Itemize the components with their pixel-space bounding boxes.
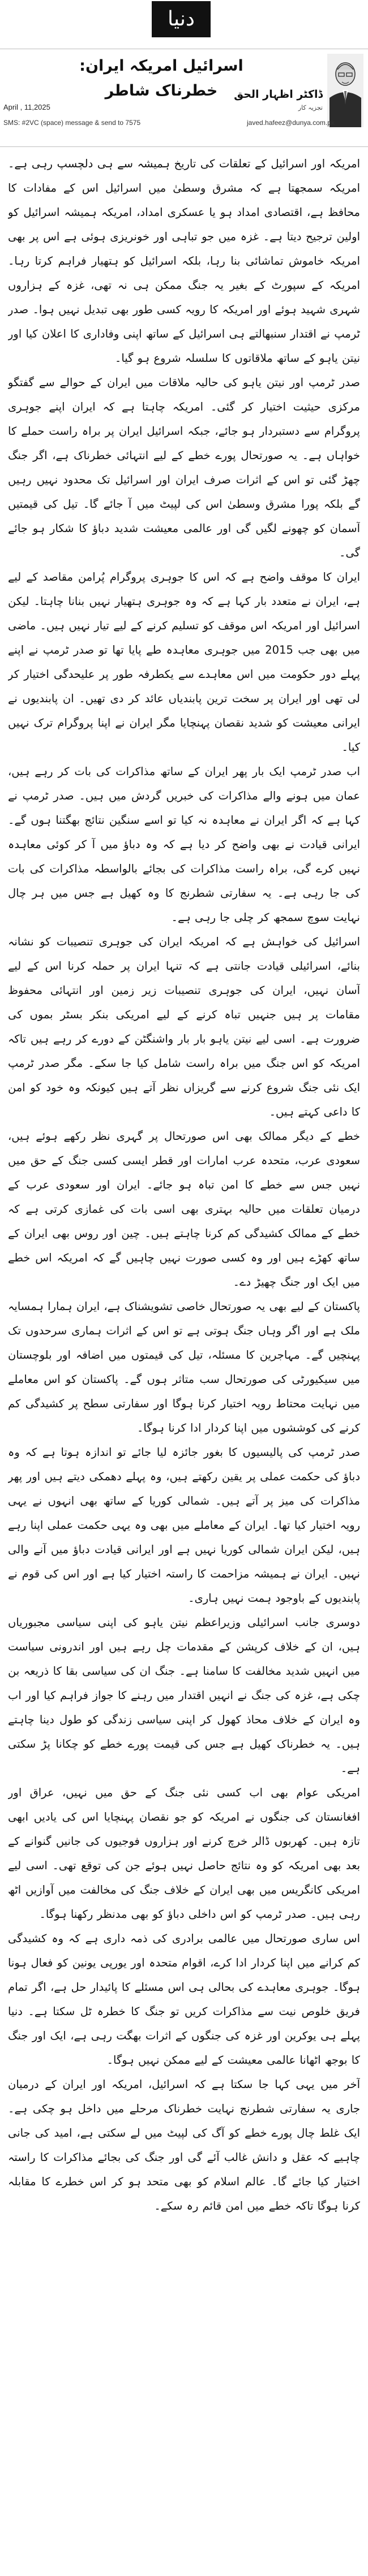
column-header — [0, 49, 368, 147]
contact-sms: SMS: #2VC (space) message & send to 7575 — [3, 119, 141, 127]
article-paragraph: پاکستان کے لیے بھی یہ صورتحال خاصی تشویشناک ہے، ایران ہمارا ہمسایہ ملک ہے اور اگر وہاں جنگ ہوتی ہے تو اس کے اثرات ہماری سرحدوں تک پہنچیں گے۔ مہاجرین کا مسئلہ، تیل کی قیمتوں میں اضافہ اور بلوچستان میں سیکیورٹی کی صورتحال سب متاثر ہوں گے۔ پاکستان کو اس معاملے میں نہایت محتاط رویہ اختیار کرنا ہوگا اور سفارتی سطح پر کشیدگی کم کرنے کی کوششوں میں اپنا کردار ادا کرنا ہوگا۔ — [8, 1300, 360, 1434]
article-paragraph: خطے کے دیگر ممالک بھی اس صورتحال پر گہری نظر رکھے ہوئے ہیں، سعودی عرب، متحدہ عرب امارات اور قطر ایسی کسی جنگ کے حق میں نہیں جس سے خطے کا امن تباہ ہو جائے۔ ایران اور سعودی عرب کے درمیان تعلقات میں حالیہ بہتری بھی اسی بات کی غمازی کرتی ہے کہ خطے کے ممالک کشیدگی کم کرنا چاہتے ہیں۔ چین اور روس بھی ایران کے ساتھ کھڑے ہیں اور وہ کسی صورت نہیں چاہیں گے کہ امریکہ اس خطے میں ایک اور جنگ چھیڑ دے۔ — [8, 1130, 360, 1289]
article-paragraph: اب صدر ٹرمپ ایک بار پھر ایران کے ساتھ مذاکرات کی بات کر رہے ہیں، عمان میں ہونے والے مذاکرات کی خبریں گردش میں ہیں۔ صدر ٹرمپ نے کہا ہے کہ اگر ایران نے معاہدہ نہ کیا تو اسے سنگین نتائج بھگتنا ہوں گے۔ ایرانی قیادت نے بھی واضح کر دیا ہے کہ وہ دباؤ میں آ کر کوئی معاہدہ نہیں کرے گی، براہ راست مذاکرات کی بجائے بالواسطہ مذاکرات کی بات کی جا رہی ہے۔ یہ سفارتی شطرنج کا وہ کھیل ہے جس میں ہر چال نہایت سوچ سمجھ کر چلی جا رہی ہے۔ — [8, 765, 360, 924]
author-portrait-icon — [327, 54, 363, 127]
author-name: ڈاکٹر اظہار الحق — [234, 88, 323, 101]
article-paragraph: دوسری جانب اسرائیلی وزیراعظم نیتن یاہو کی اپنی سیاسی مجبوریاں ہیں، ان کے خلاف کرپشن کے مقدمات چل رہے ہیں اور اندرونی سیاست میں انہیں شدید مخالفت کا سامنا ہے۔ جنگ ان کی سیاسی بقا کا ذریعہ بن چکی ہے، غزہ کی جنگ نے انہیں اقتدار میں رہنے کا جواز فراہم کیا اور اب وہ ایران کے خلاف محاذ کھول کر اپنی سیاسی زندگی کو طول دینا چاہتے ہیں۔ یہ خطرناک کھیل ہے جس کی قیمت پورے خطے کو چکانا پڑ سکتی ہے۔ — [8, 1616, 360, 1775]
contact-line — [3, 117, 349, 128]
publish-date: April , 11,2025 — [3, 103, 50, 111]
author-role: تجزیہ کار — [298, 104, 323, 111]
article-paragraph: آخر میں یہی کہا جا سکتا ہے کہ اسرائیل، امریکہ اور ایران کے درمیان جاری یہ سفارتی شطرنج نہایت خطرناک مرحلے میں داخل ہو چکی ہے۔ ایک غلط چال پورے خطے کو آگ کی لپیٹ میں لے سکتی ہے، امید کی جانی چاہیے کہ عقل و دانش غالب آئے گی اور جنگ کی بجائے مذاکرات کا راستہ اختیار کیا جائے گا۔ عالم اسلام کو بھی متحد ہو کر اس خطرے کا مقابلہ کرنا ہوگا تاکہ خطے میں امن قائم رہ سکے۔ — [8, 2078, 360, 2212]
article-paragraph: اسرائیل کی خواہش ہے کہ امریکہ ایران کی جوہری تنصیبات کو نشانہ بنائے، اسرائیلی قیادت جانتی ہے کہ تنہا ایران پر حملہ کرنا اس کے لیے آسان نہیں، ایران کی جوہری تنصیبات زیر زمین اور انتہائی محفوظ مقامات پر ہیں جنہیں تباہ کرنے کے لیے امریکی بنکر بسٹر بموں کی ضرورت ہے۔ اسی لیے نیتن یاہو بار بار واشنگٹن کے دورے کر رہے ہیں تاکہ امریکہ کو اس جنگ میں براہ راست شامل کیا جا سکے۔ مگر صدر ٹرمپ ایک نئی جنگ شروع کرنے سے گریزاں نظر آتے ہیں کیونکہ وہ خود کو امن کا داعی کہتے ہیں۔ — [8, 935, 360, 1118]
article-paragraph: صدر ٹرمپ اور نیتن یاہو کی حالیہ ملاقات میں ایران کے حوالے سے گفتگو مرکزی حیثیت اختیار کر گئی۔ امریکہ چاہتا ہے کہ ایران اپنے جوہری پروگرام سے دستبردار ہو جائے، جبکہ اسرائیل ایران پر براہ راست حملے کا خواہاں ہے۔ یہ صورتحال پورے خطے کے لیے انتہائی خطرناک ہے، اگر جنگ چھڑ گئی تو اس کے اثرات صرف ایران اور اسرائیل تک محدود نہیں رہیں گے بلکہ پورا مشرق وسطیٰ اس کی لپیٹ میں آ جائے گا۔ تیل کی قیمتیں آسمان کو چھونے لگیں گی اور عالمی معیشت شدید دباؤ کا شکار ہو جائے گی۔ — [8, 376, 360, 559]
article-paragraph: اس ساری صورتحال میں عالمی برادری کی ذمہ داری ہے کہ وہ کشیدگی کم کرانے میں اپنا کردار ادا کرے، اقوام متحدہ اور یورپی یونین کو فعال ہونا ہوگا۔ جوہری معاہدے کی بحالی ہی اس مسئلے کا پائیدار حل ہے، اگر تمام فریق خلوص نیت سے مذاکرات کریں تو جنگ کا خطرہ ٹل سکتا ہے۔ دنیا پہلے ہی یوکرین اور غزہ کی جنگوں کے اثرات بھگت رہی ہے، ایک اور جنگ کا بوجھ اٹھانا عالمی معیشت کے لیے ممکن نہیں ہوگا۔ — [8, 1932, 360, 2067]
contact-email[interactable]: javed.hafeez@dunya.com.pk — [247, 119, 335, 127]
article-paragraph: صدر ٹرمپ کی پالیسیوں کا بغور جائزہ لیا جائے تو اندازہ ہوتا ہے کہ وہ دباؤ کی حکمت عملی پر یقین رکھتے ہیں، وہ پہلے دھمکی دیتے ہیں اور پھر مذاکرات کی میز پر آتے ہیں۔ شمالی کوریا کے ساتھ بھی انہوں نے یہی رویہ اختیار کیا تھا۔ ایران کے معاملے میں بھی وہ یہی حکمت عملی اپنا رہے ہیں، لیکن ایران شمالی کوریا نہیں ہے اور ایرانی قیادت دباؤ میں آنے والی نہیں۔ ایران نے ہمیشہ مزاحمت کا راستہ اختیار کیا ہے اور اس کی قوم نے پابندیوں کے باوجود ہمت نہیں ہاری۔ — [8, 1446, 360, 1605]
article-paragraph: امریکہ اور اسرائیل کے تعلقات کی تاریخ ہمیشہ سے ہی دلچسپ رہی ہے۔ امریکہ سمجھتا ہے کہ مشرق وسطیٰ میں اسرائیل اس کے مفادات کا محافظ ہے، اقتصادی امداد ہو یا عسکری امداد، امریکہ ہمیشہ اسرائیل کو اولین ترجیح دیتا ہے۔ غزہ میں جو تباہی اور خونریزی ہوئی ہے اس پر بھی امریکہ خاموش تماشائی بنا رہا، بلکہ اسرائیل کو ہتھیار فراہم کرتا رہا۔ امریکہ کے سپورٹ کے بغیر یہ جنگ ممکن ہی نہ تھی، غزہ کے ہزاروں شہری شہید ہوئے اور امریکہ کا رویہ کسی طور بھی تبدیل نہیں ہوا۔ صدر ٹرمپ نے اقتدار سنبھالتے ہی اسرائیل کے ساتھ اپنی وفاداری کا اعلان کیا اور نیتن یاہو کے ساتھ ملاقاتوں کا سلسلہ شروع ہو گیا۔ — [8, 157, 360, 365]
article-paragraph: ایران کا موقف واضح ہے کہ اس کا جوہری پروگرام پُرامن مقاصد کے لیے ہے، ایران نے متعدد بار کہا ہے کہ وہ جوہری ہتھیار نہیں بنانا چاہتا۔ لیکن اسرائیل اور امریکہ اس موقف کو تسلیم کرنے کے لیے تیار نہیں ہیں۔ ماضی میں بھی جب 2015 میں جوہری معاہدہ طے پایا تھا تو صدر ٹرمپ نے اپنے پہلے دور حکومت میں اس معاہدے سے یکطرفہ طور پر علیحدگی اختیار کر لی تھی اور ایران پر سخت ترین پابندیاں عائد کر دی تھیں۔ ان پابندیوں نے ایرانی معیشت کو شدید نقصان پہنچایا مگر ایران نے اپنا پروگرام ترک نہیں کیا۔ — [8, 570, 360, 754]
masthead — [0, 0, 368, 50]
newspaper-logo — [152, 1, 211, 37]
author-photo — [327, 54, 363, 127]
article-paragraph: امریکی عوام بھی اب کسی نئی جنگ کے حق میں نہیں، عراق اور افغانستان کی جنگوں نے امریکہ کو جو نقصان پہنچایا اس کی یادیں ابھی تازہ ہیں۔ کھربوں ڈالر خرچ کرنے اور ہزاروں فوجیوں کی جانیں گنوانے کے بعد بھی امریکہ کو وہ نتائج حاصل نہیں ہوئے جن کی توقع تھی۔ اسی لیے امریکی کانگریس میں بھی ایران کے خلاف جنگ کی مخالفت میں آوازیں اٹھ رہی ہیں۔ صدر ٹرمپ کو اس داخلی دباؤ کو بھی مدنظر رکھنا ہوگا۔ — [8, 1786, 360, 1921]
article-body — [8, 152, 360, 2566]
article-headline: اسرائیل امریکہ ایران: خطرناک شاطر — [79, 57, 243, 100]
logo-text: دنیا — [168, 7, 195, 31]
